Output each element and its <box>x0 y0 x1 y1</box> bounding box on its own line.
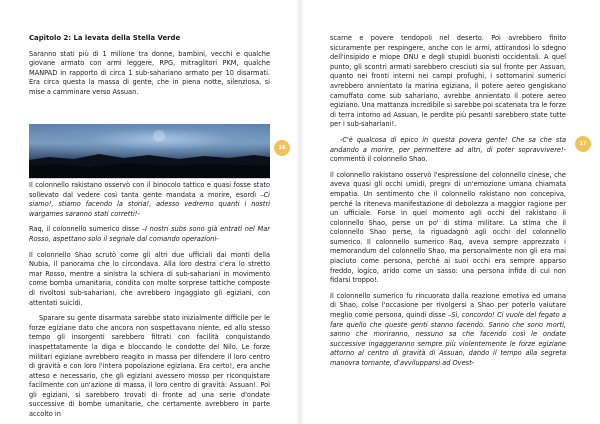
photo-silhouette <box>29 124 270 178</box>
night-landscape-photo <box>29 124 270 179</box>
page-number-badge: 16 <box>274 140 290 156</box>
dialogue: -C'è qualcosa di epico in questa povera gente! Che sa che sta andando a morire, per permettere ad altri, di poter sopravvivere!- <box>330 135 566 154</box>
right-column <box>330 34 566 375</box>
paragraph: Saranno stati più di 1 milione tra donne, bambini, vecchi e qualche giovane armato con armi leggere, RPG, mitraglitori PKM, qualche MANPAD in rapporto di circa 1 sub-sahariano armato per 10 disarmati. Era circa questa la massa di gente, che in piena notte, silenziosa, si mise a camminare verso Assuan. <box>29 49 270 96</box>
narration: commentò il colonnello Shao. <box>330 155 428 164</box>
page-number-badge: 17 <box>575 136 591 152</box>
paragraph: Il colonnello rakistano osservò l'espressione del colonnello cinese, che aveva quasi gli occhi umidi, pregni di un'emozione umana chiamata empatia. Un sentimento che il colonnello rakistano non concepiva, perché la riteneva manifestazione di debolezza a maggior ragione per un ufficiale. Forse in quel momento agli occhi del rakistano il colonnello Shao, perse un po' di stima militare. La stima che il colonnello Shao perse, la riguadagnò agli occhi del colonnello sumerico. Il colonnello sumerico Raq, aveva sempre apprezzato i memorandum del colonnello Shao, ma personalmente non gli era mai piaciuto come persona, perché ai suoi occhi era sempre apparso freddo, logico, arido come un sasso: una persona infida di cui non fidarsi troppo!. <box>330 170 566 285</box>
right-page <box>300 0 600 424</box>
narration: Il colonnello rakistano osservò con il binocolo tattico e quasi fosse stato sollevato dal vedere così tanta gente mandata a morire, esordì <box>29 181 270 199</box>
left-column-bottom <box>29 181 270 424</box>
narration: Il colonnello sumerico fu rincuorato dalla reazione emotiva ed umana di Shao, colse l'occasione per rivolgersi a Shao per poterlo valutare meglio come persona, quindi disse <box>330 291 566 320</box>
paragraph <box>29 225 270 244</box>
paragraph <box>330 292 566 369</box>
dialogue: –I nostri subs sono già entrati nel Mar Rosso, aspettano solo il segnale dal comando operazioni- <box>29 225 270 243</box>
left-column-top <box>29 34 270 104</box>
dialogue: –Sì, concordo! Ci vuole del fegato a fare quello che queste genti stanno facendo. Sanno che sono morti, sanno che moriranno, nessuno sa che facendo così le ondate successive ingaggeranno sempre più violentemente le forze egiziane attorno al centro di gravità di Assuan, dando il tempo alla segreta manovra tornante, d'avvilupparsi ad Ovest- <box>330 311 566 367</box>
dialogue: –Ci siamo!, stiamo facendo la storia!, adesso vedremo quanti i nostri wargames saranno stati corretti!- <box>29 190 270 218</box>
paragraph: scarne e povere tendopoli nel deserto. Poi avrebbero finito sicuramente per respingere, anche con le armi, attirandosi lo sdegno dell'insipido e miope ONU e degli stupidi buonisti occidentali. A quel punto, gli scontri armati sarebbero cresciuti sia sul fronte per Assuan, quanto nei fronti interni nei campi profughi, i sottomarini sumerici avrebbero annientato la marina egiziana, il potere aereo gengiskano camuffato come sub sahariano, avrebbe annientato il potere aereo egiziano. Una mattanza incredibile si sarebbe poi scatenata tra le forze di terra intorno ad Assuan, le perdite più pesanti sarebbero state tutte per i sub-sahariani!. <box>330 34 566 129</box>
chapter-title: Capitolo 2: La levata della Stella Verde <box>29 34 181 42</box>
paragraph <box>330 136 566 165</box>
paragraph <box>29 181 270 219</box>
paragraph: Sparare su gente disarmata sarebbe stato inizialmente difficile per le forze egiziane dato che ancora non sospettavano niente, ed allo stesso tempo gli insorgenti sarebbero filtrati con facilità conquistando inaspettatamente la diga e bloccando le condotte del Nilo. Le forze militari egiziane avrebbero reagito in massa per difendere il loro centro di gravità e con loro l'intera popolazione egiziana. Era certo!, era anche atteso e necessario, che gli egiziani avessero mosso per riconquistare facilmente con un'azione di massa, il loro centro di gravità: Assuan!. Poi gli egiziani, si sarebbero trovati di fronte ad una serie d'ondate successive di bombe umanitarie, che certamente avrebbero in parte accolto in <box>29 314 270 419</box>
narration: Raq, il colonnello sumerico disse <box>29 225 142 234</box>
paragraph: Il colonnello Shao scrutò come gli altri due ufficiali dai monti della Nubia, il panorama che lo circondava. Alla loro destra c'era lo stretto mar Rosso, mentre a sinistra la schiera di sub-sahariani in movimento come bomba umanitaria, condita con molte sorprese tattiche composte di rivoltosi sub-sahariani, che avrebbero ingaggiato gli egiziani, con attentati suicidi. <box>29 250 270 307</box>
